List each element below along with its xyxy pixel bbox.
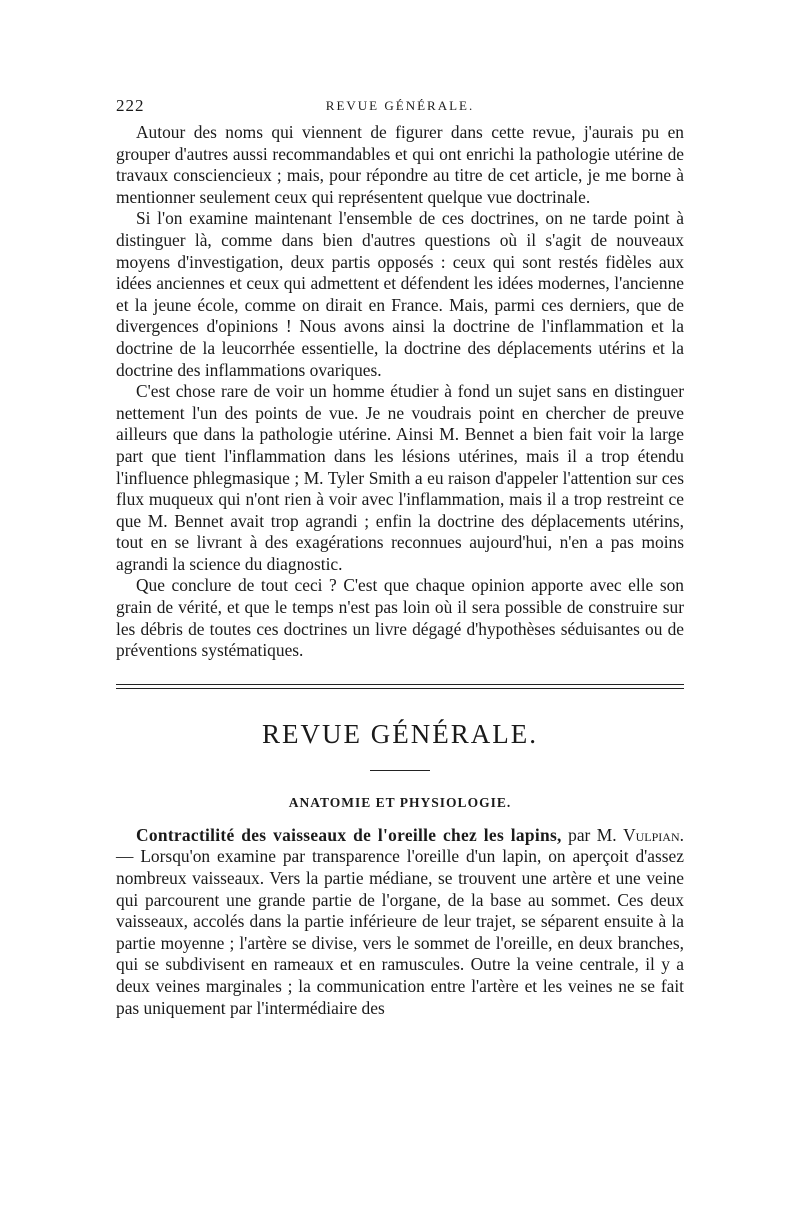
article-author: Vulpian (623, 824, 680, 845)
article-title: Contractilité des vaisseaux de l'oreille chez les lapins, (136, 824, 562, 845)
body-text (116, 122, 684, 662)
page-number: 222 (116, 96, 145, 115)
article-separator: . — (116, 824, 684, 867)
divider-line (116, 684, 684, 685)
article-paragraph (116, 825, 684, 1019)
paragraph: Que conclure de tout ceci ? C'est que chaque opinion apporte avec elle son grain de vérité, et que le temps n'est pas loin où il sera possible de construire sur les débris de toutes ces doctrines un livre dégagé d'hypothèses séduisantes ou de préventions systématiques. (116, 575, 684, 661)
document-page (116, 96, 684, 1019)
paragraph: Autour des noms qui viennent de figurer dans cette revue, j'aurais pu en grouper d'autres aussi recommandables et qui ont enrichi la pathologie utérine de travaux consciencieux ; mais, pour répondre au titre de cet article, je me borne à mentionner seulement ceux qui représentent quelque vue doctrinale. (116, 122, 684, 207)
divider-line (116, 688, 684, 689)
paragraph: C'est chose rare de voir un homme étudier à fond un sujet sans en distinguer nettement l'un des points de vue. Je ne voudrais point en chercher de preuve ailleurs que dans la pathologie utérine. Ainsi M. Bennet a bien fait voir la large part que tient l'inflammation dans les lésions utérines, mais il a trop étendu l'influence phlegmasique ; M. Tyler Smith a eu raison d'appeler l'attention sur ces flux muqueux qui n'ont rien à voir avec l'inflammation, mais il a trop restreint ce que M. Bennet avait trop agrandi ; enfin la doctrine des déplacements utérins, tout en se livrant à des exagérations reconnues aujourd'hui, n'en a pas moins agrandi la science du diagnostic. (116, 381, 684, 574)
running-title: REVUE GÉNÉRALE. (325, 98, 475, 113)
section-title: REVUE GÉNÉRALE. (262, 718, 538, 749)
subsection-title: ANATOMIE ET PHYSIOLOGIE. (288, 794, 512, 810)
running-header (116, 96, 684, 122)
article-body: Lorsqu'on examine par transparence l'oreille d'un lapin, on aperçoit d'assez nombreux vaisseaux. Vers la partie médiane, se trouvent une artère et une veine qui parcourent une grande partie de l'organe, de la base au sommet. Ces deux vaisseaux, accolés dans la partie inférieure de leur trajet, se séparent ensuite à la partie moyenne ; l'artère se divise, vers le sommet de l'oreille, en deux branches, qui se subdivisent en rameaux et en ramuscules. Outre la veine centrale, il y a deux veines marginales ; la communication entre l'artère et les veines ne se fait pas uniquement par l'intermédiaire des (116, 846, 684, 1018)
short-divider (370, 770, 430, 771)
article-by: par M. (561, 824, 624, 845)
section-divider (116, 684, 684, 689)
paragraph: Si l'on examine maintenant l'ensemble de ces doctrines, on ne tarde point à distinguer là, comme dans bien d'autres questions où il s'agit de nouveaux moyens d'investigation, deux partis opposés : ceux qui sont restés fidèles aux idées anciennes et ceux qui admettent et défendent les idées modernes, l'ancienne et la jeune école, comme on dirait en France. Mais, parmi ces derniers, que de divergences d'opinions ! Nous avons ainsi la doctrine de l'inflammation et la doctrine de la leucorrhée essentielle, la doctrine des déplacements utérins et la doctrine des inflammations ovariques. (116, 208, 684, 380)
